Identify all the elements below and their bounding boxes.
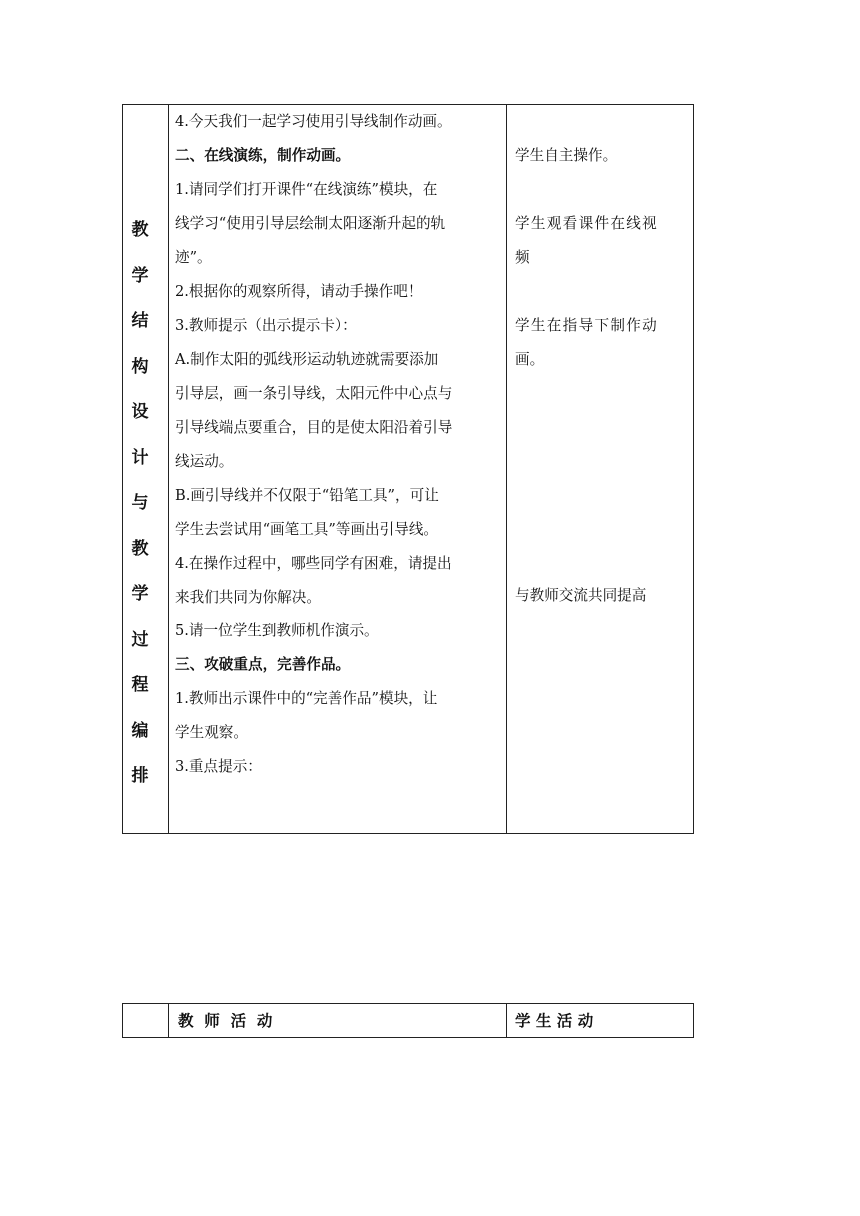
teacher-line: B.画引导线并不仅限于“铅笔工具”，可让	[175, 487, 439, 504]
section-heading: 二、在线演练，制作动画。	[175, 147, 351, 164]
teacher-line: 5.请一位学生到教师机作演示。	[175, 622, 379, 639]
teacher-line: 学生去尝试用“画笔工具”等画出引导线。	[175, 521, 439, 538]
side-label-char: 学	[131, 266, 149, 286]
teacher-line: 来我们共同为你解决。	[175, 589, 321, 606]
teacher-line: 4.在操作过程中，哪些同学有困难，请提出	[175, 555, 452, 572]
side-label-char: 教	[131, 220, 149, 240]
teacher-line: A.制作太阳的弧线形运动轨迹就需要添加	[175, 351, 439, 368]
student-line: 频	[515, 249, 530, 266]
student-line: 学生自主操作。	[515, 147, 618, 164]
column-divider-right	[506, 1004, 507, 1037]
side-label-char: 与	[131, 493, 149, 513]
side-label-char: 学	[131, 584, 149, 604]
side-label-char: 教	[131, 539, 149, 559]
student-activity-header: 学 生 活 动	[515, 1011, 594, 1030]
side-label-char: 构	[131, 357, 149, 377]
column-divider-left	[168, 1004, 169, 1037]
teacher-line: 3.教师提示（出示提示卡）：	[175, 317, 357, 334]
side-label-char: 过	[131, 630, 149, 650]
teacher-line: 3.重点提示：	[175, 758, 262, 775]
column-divider-left	[168, 105, 169, 833]
teacher-activity-header: 教 师 活 动	[178, 1011, 273, 1030]
teacher-line: 学生观察。	[175, 724, 248, 741]
teacher-line: 线学习“使用引导层绘制太阳逐渐升起的轨	[175, 215, 446, 232]
teacher-line: 4.今天我们一起学习使用引导线制作动画。	[175, 113, 452, 130]
teacher-line: 1.请同学们打开课件“在线演练”模块，在	[175, 181, 438, 198]
teacher-line: 引导层，画一条引导线，太阳元件中心点与	[175, 385, 453, 402]
teacher-line: 线运动。	[175, 453, 234, 470]
section-heading: 三、攻破重点，完善作品。	[175, 656, 351, 673]
teacher-line: 2.根据你的观察所得，请动手操作吧！	[175, 283, 423, 300]
column-divider-right	[506, 105, 507, 833]
student-line: 与教师交流共同提高	[515, 587, 647, 604]
student-line: 学生在指导下制作动	[515, 317, 659, 334]
teacher-line: 1.教师出示课件中的“完善作品”模块，让	[175, 690, 438, 707]
side-label-char: 排	[131, 766, 149, 786]
teacher-line: 引导线端点要重合，目的是使太阳沿着引导	[175, 419, 453, 436]
side-label-char: 程	[131, 675, 149, 695]
side-label-char: 编	[131, 721, 149, 741]
side-label-char: 设	[131, 402, 149, 422]
teacher-line: 迹”。	[175, 249, 212, 266]
student-line: 画。	[515, 351, 545, 368]
side-label-char: 结	[131, 311, 149, 331]
side-label-char: 计	[131, 448, 149, 468]
student-line: 学生观看课件在线视	[515, 215, 659, 232]
